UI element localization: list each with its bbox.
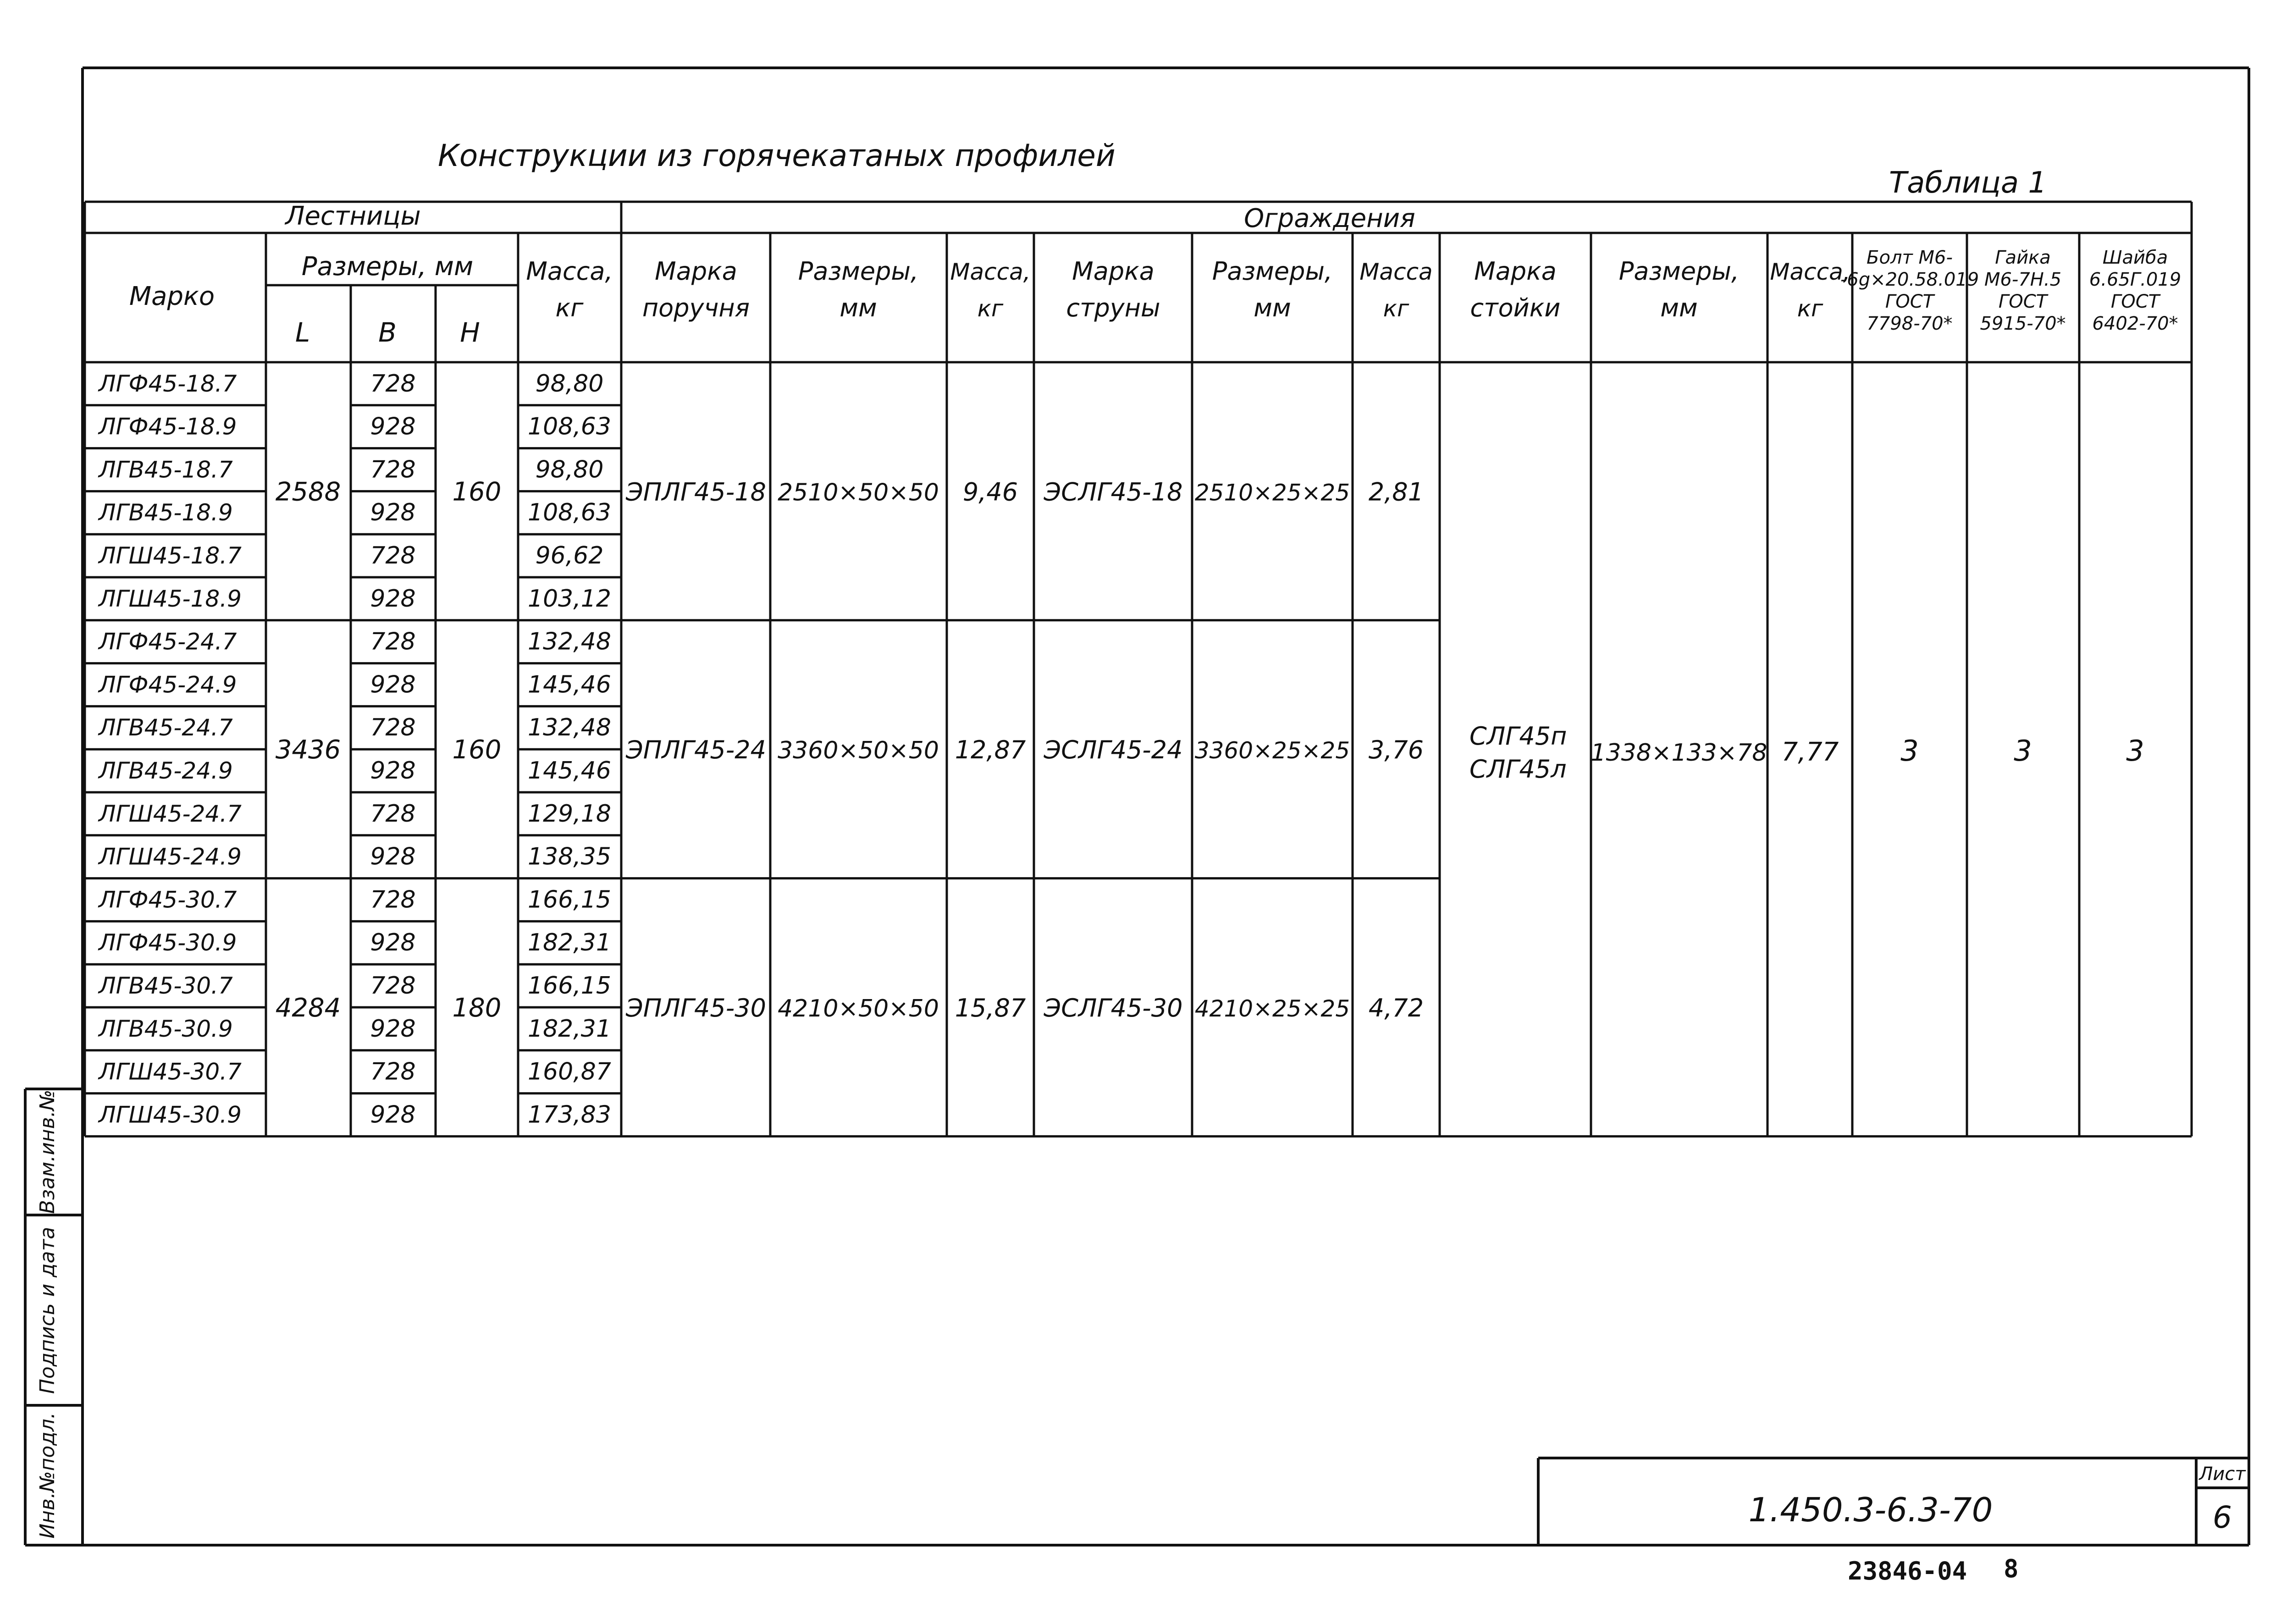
header-post-size-line-0: Размеры,: [1618, 257, 1740, 286]
row-mass: 108,63: [528, 413, 611, 441]
header-nut-line-2: ГОСТ: [1998, 291, 2048, 312]
row-B: 928: [370, 671, 416, 699]
header-bolt-line-1: -6g×20.58.019: [1840, 269, 1979, 290]
block-string-size: 2510×25×25: [1194, 479, 1350, 506]
group-fences: Ограждения: [1244, 204, 1415, 233]
row-mass: 129,18: [528, 800, 611, 828]
post-mark-1: СЛГ45п: [1469, 722, 1567, 751]
header-H: H: [460, 317, 480, 348]
row-mark: ЛГШ45-24.9: [99, 843, 242, 870]
block-rail-mark: ЭПЛГ45-30: [626, 994, 766, 1022]
block-string-mark: ЭСЛГ45-18: [1044, 477, 1183, 507]
block-rail-size: 2510×50×50: [778, 479, 939, 507]
row-B: 728: [370, 800, 416, 828]
table-blocks: [276, 477, 1424, 1023]
block-string-mass: 3,76: [1368, 735, 1424, 765]
row-mark: ЛГФ45-18.7: [99, 370, 237, 397]
header-post-mass-line-1: кг: [1797, 295, 1823, 322]
page-title: Конструкции из горячекатаных профилей: [438, 138, 1116, 173]
row-B: 728: [370, 714, 416, 742]
row-B: 928: [370, 1015, 416, 1043]
header-marka: Марко: [129, 282, 215, 311]
doc-number: 1.450.3-6.3-70: [1748, 1491, 1993, 1529]
header-washer-line-2: ГОСТ: [2110, 291, 2160, 312]
post-size: 1338×133×78: [1591, 739, 1767, 767]
block-string-size: 4210×25×25: [1194, 995, 1350, 1022]
row-mass: 160,87: [528, 1058, 611, 1086]
row-B: 928: [370, 757, 416, 784]
row-mass: 108,63: [528, 499, 611, 527]
block-H: 160: [452, 477, 502, 507]
side-replace-label: Взам.инв.№: [36, 1089, 59, 1214]
row-mark: ЛГШ45-18.9: [99, 585, 242, 612]
header-post-size-line-1: мм: [1660, 293, 1698, 322]
group-stairs: Лестницы: [285, 201, 421, 231]
header-bolt-line-2: ГОСТ: [1885, 291, 1934, 312]
row-mark: ЛГВ45-18.7: [99, 456, 233, 483]
table-label: Таблица 1: [1889, 166, 2047, 200]
row-mass: 132,48: [528, 714, 611, 742]
header-rail-mass-line-1: кг: [977, 295, 1004, 322]
block-rail-size: 3360×50×50: [778, 737, 939, 765]
row-B: 728: [370, 628, 416, 656]
header-L: L: [295, 317, 310, 348]
block-rail-mass: 12,87: [955, 735, 1026, 765]
header-nut-line-1: М6-7Н.5: [1984, 269, 2062, 290]
header-bolt-line-0: Болт М6-: [1867, 247, 1953, 268]
header-mass-kg-line-0: Масса,: [526, 257, 613, 286]
row-mark: ЛГВ45-30.9: [99, 1015, 233, 1042]
block-L: 4284: [275, 993, 341, 1023]
row-B: 728: [370, 972, 416, 1000]
row-mass: 145,46: [528, 757, 611, 784]
row-mark: ЛГВ45-24.9: [99, 757, 233, 784]
block-string-size: 3360×25×25: [1194, 737, 1350, 764]
row-mass: 138,35: [528, 843, 611, 871]
row-mark: ЛГШ45-24.7: [99, 800, 242, 827]
header-rail-mark-line-0: Марка: [655, 257, 737, 286]
header-string-mark-line-1: струны: [1066, 293, 1160, 322]
header-post-mark-line-1: стойки: [1470, 293, 1561, 322]
nut-qty: 3: [2014, 734, 2032, 768]
row-mass: 182,31: [528, 1015, 611, 1043]
row-mark: ЛГШ45-18.7: [99, 542, 242, 569]
side-sign-label: Подпись и дата: [36, 1226, 59, 1394]
post-columns: [1469, 722, 2144, 784]
row-mass: 96,62: [535, 541, 604, 569]
row-mark: ЛГШ45-30.9: [99, 1101, 242, 1128]
row-mark: ЛГФ45-18.9: [99, 413, 237, 440]
row-mark: ЛГШ45-30.7: [99, 1058, 242, 1085]
block-H: 180: [452, 993, 502, 1023]
row-B: 928: [370, 585, 416, 613]
block-H: 160: [452, 735, 502, 765]
header-rail-mark-line-1: поручня: [642, 293, 750, 322]
row-mass: 132,48: [528, 628, 611, 656]
row-mass: 182,31: [528, 929, 611, 957]
row-mark: ЛГВ45-24.7: [99, 714, 233, 741]
sheet-number: 6: [2213, 1500, 2232, 1535]
block-rail-mark: ЭПЛГ45-24: [626, 735, 766, 765]
block-string-mass: 4,72: [1368, 994, 1424, 1022]
block-string-mark: ЭСЛГ45-24: [1044, 735, 1183, 765]
row-B: 728: [370, 541, 416, 569]
header-nut-line-3: 5915-70*: [1980, 313, 2066, 334]
row-B: 928: [370, 929, 416, 957]
header-washer-line-3: 6402-70*: [2092, 313, 2178, 334]
block-string-mass: 2,81: [1368, 477, 1424, 507]
header-post-mass-line-0: Масса,: [1770, 259, 1850, 285]
row-B: 928: [370, 843, 416, 871]
row-mark: ЛГФ45-24.7: [99, 628, 237, 655]
block-rail-size: 4210×50×50: [778, 995, 939, 1022]
row-B: 928: [370, 499, 416, 527]
header-string-size-line-0: Размеры,: [1212, 257, 1333, 286]
row-mass: 98,80: [535, 456, 604, 484]
header-string-mass-line-0: Масса: [1359, 259, 1433, 285]
row-mark: ЛГФ45-30.9: [99, 929, 237, 956]
header-string-mark-line-0: Марка: [1072, 257, 1154, 286]
row-B: 728: [370, 1058, 416, 1086]
block-rail-mass: 9,46: [962, 477, 1018, 507]
side-inv-label: Инв.№подл.: [36, 1412, 59, 1539]
row-mark: ЛГФ45-30.7: [99, 886, 237, 913]
row-mark: ЛГФ45-24.9: [99, 671, 237, 698]
header-rail-size-line-1: мм: [839, 293, 877, 322]
washer-qty: 3: [2126, 734, 2144, 768]
header-mass-kg-line-1: кг: [555, 293, 584, 322]
row-B: 728: [370, 886, 416, 914]
archive-number: 23846-04: [1848, 1557, 1967, 1585]
block-rail-mark: ЭПЛГ45-18: [626, 477, 766, 507]
block-string-mark: ЭСЛГ45-30: [1044, 994, 1183, 1022]
row-mass: 166,15: [528, 886, 611, 914]
post-mark-2: СЛГ45л: [1469, 755, 1567, 784]
sheet-label: Лист: [2199, 1464, 2246, 1485]
row-mark: ЛГВ45-18.9: [99, 499, 233, 526]
row-B: 928: [370, 1101, 416, 1129]
bolt-qty: 3: [1900, 734, 1919, 768]
row-mass: 166,15: [528, 972, 611, 1000]
row-mark: ЛГВ45-30.7: [99, 972, 233, 999]
row-mass: 145,46: [528, 671, 611, 699]
header-string-mass-line-1: кг: [1383, 295, 1409, 322]
row-mass: 98,80: [535, 370, 604, 398]
archive-page: 8: [2004, 1554, 2019, 1583]
header-washer-line-1: 6.65Г.019: [2089, 269, 2182, 290]
header-rail-mass-line-0: Масса,: [950, 259, 1031, 285]
block-rail-mass: 15,87: [955, 994, 1026, 1022]
header-post-mark-line-0: Марка: [1474, 257, 1557, 286]
row-mass: 173,83: [528, 1101, 611, 1129]
post-mass: 7,77: [1781, 737, 1839, 768]
header-string-size-line-1: мм: [1254, 293, 1291, 322]
row-B: 928: [370, 413, 416, 441]
header-washer-line-0: Шайба: [2102, 247, 2168, 268]
block-L: 2588: [275, 477, 341, 507]
header-bolt-line-3: 7798-70*: [1867, 313, 1953, 334]
header-rail-size-line-0: Размеры,: [798, 257, 919, 286]
row-B: 728: [370, 456, 416, 484]
block-L: 3436: [275, 735, 341, 765]
row-mass: 103,12: [528, 585, 611, 613]
row-B: 728: [370, 370, 416, 398]
header-nut-line-0: Гайка: [1995, 247, 2051, 268]
header-B: B: [378, 317, 397, 348]
header-sizes: Размеры, мм: [301, 252, 474, 282]
